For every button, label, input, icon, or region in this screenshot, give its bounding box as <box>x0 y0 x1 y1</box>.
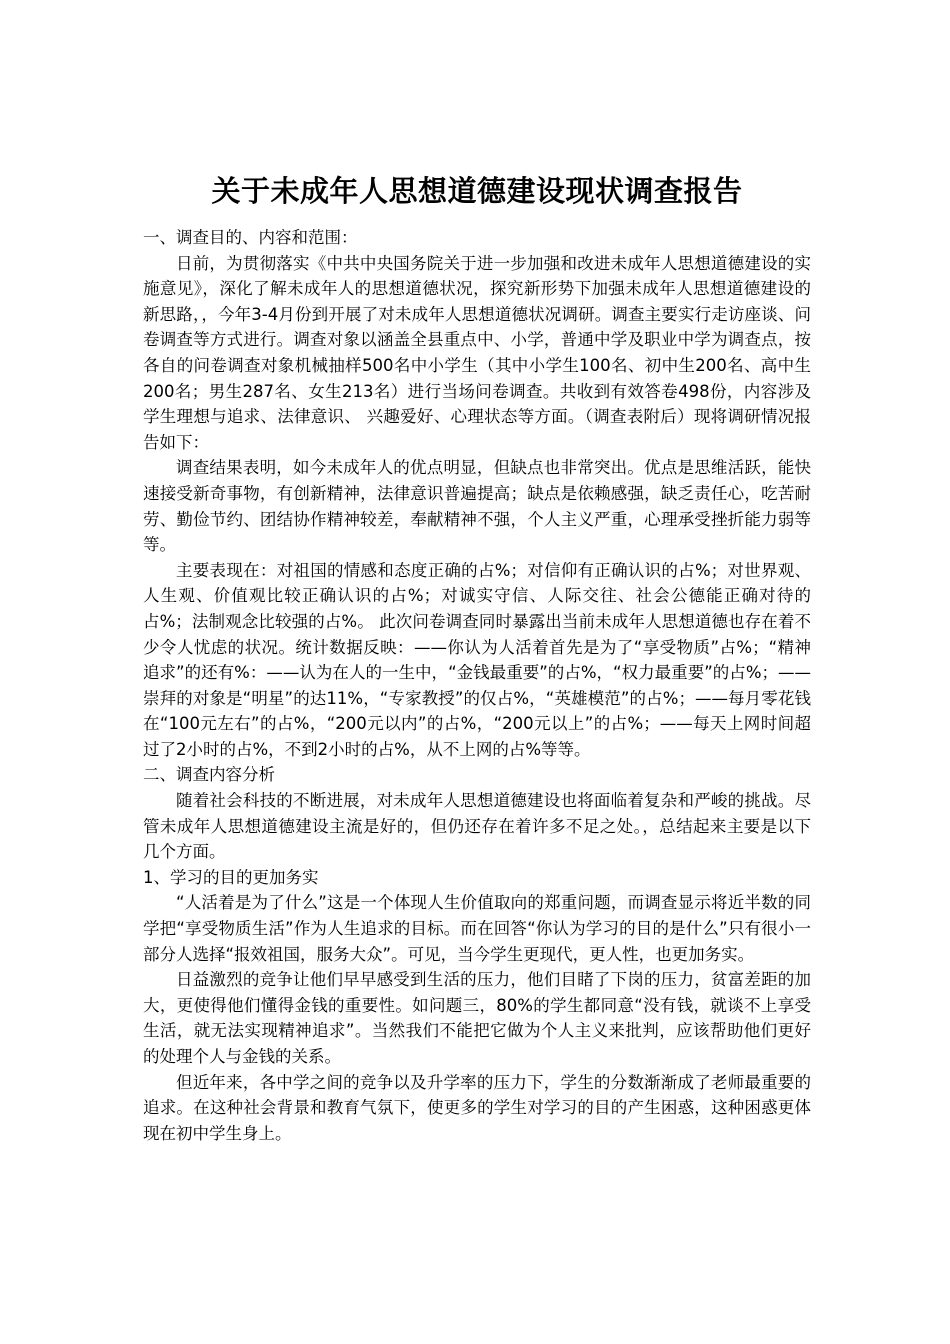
paragraph: 调查结果表明，如今未成年人的优点明显，但缺点也非常突出。优点是思维活跃，能快速接受新奇事物，有创新精神，法律意识普遍提高；缺点是依赖感强，缺乏责任心，吃苦耐劳、勤俭节约、团结协作精神较差，奉献精神不强，个人主义严重，心理承受挫折能力弱等等。 <box>143 458 811 555</box>
section-heading-1: 一、调查目的、内容和范围： <box>143 228 358 247</box>
paragraph: “人活着是为了什么”这是一个体现人生价值取向的郑重问题，而调查显示将近半数的同学把“享受物质生活”作为人生追求的目标。而在回答“你认为学习的目的是什么”只有很小一部分人选择“报效祖国，服务大众”。可见，当今学生更现代，更人性，也更加务实。 <box>143 893 811 964</box>
document-title: 关于未成年人思想道德建设现状调查报告 <box>211 174 743 209</box>
paragraph: 日益激烈的竞争让他们早早感受到生活的压力，他们目睹了下岗的压力，贫富差距的加大，更使得他们懂得金钱的重要性。如问题三，80%的学生都同意“没有钱，就谈不上享受生活，就无法实现精神追求”。当然我们不能把它做为个人主义来批判，应该帮助他们更好的处理个人与金钱的关系。 <box>143 970 811 1066</box>
paragraph: 但近年来，各中学之间的竞争以及升学率的压力下，学生的分数渐渐成了老师最重要的追求。在这种社会背景和教育气氛下，使更多的学生对学习的目的产生困惑，这种困惑更体现在初中学生身上。 <box>143 1072 811 1143</box>
section-heading-2: 二、调查内容分析 <box>143 765 275 785</box>
paragraph: 日前，为贯彻落实《中共中央国务院关于进一步加强和改进未成年人思想道德建设的实施意见》，深化了解未成年人的思想道德状况，探究新形势下加强未成年人思想道德建设的新思路，，今年3-4月份到开展了对未成年人思想道德状况调研。调查主要实行走访座谈、问卷调查等方式进行。调查对象以涵盖全县重点中、小学，普通中学及职业中学为调查点，按各自的问卷调查对象机械抽样500名中小学生（其中小学生100名、初中生200名、高中生200名；男生287名、女生213名）进行当场问卷调查。共收到有效答卷498份，内容涉及学生理想与追求、法律意识、 兴趣爱好、心理状态等方面。（调查表附后）现将调研情况报告如下： <box>143 253 811 452</box>
subsection-heading-1: 1、学习的目的更加务实 <box>143 867 319 887</box>
paragraph: 主要表现在：对祖国的情感和态度正确的占%；对信仰有正确认识的占%；对世界观、人生观、价值观比较正确认识的占%；对诚实守信、人际交往、社会公德能正确对待的占%；法制观念比较强的占%。 此次问卷调查同时暴露出当前未成年人思想道德也存在着不少令人忧虑的状况。统计数据反映：——你认为人活着首先是为了“享受物质”占%；“精神追求”的还有%：——认为在人的一生中，“金钱最重要”的占%，“权力最重要”的占%；——崇拜的对象是“明星”的达11%，“专家教授”的仅占%，“英雄模范”的占%；——每月零花钱在“100元左右”的占%，“200元以内”的占%，“200元以上”的占%；——每天上网时间超过了2小时的占%，不到2小时的占%，从不上网的占%等等。 <box>143 560 811 759</box>
document-body <box>143 225 811 1146</box>
paragraph: 随着社会科技的不断进展，对未成年人思想道德建设也将面临着复杂和严峻的挑战。尽管未成年人思想道德建设主流是好的，但仍还存在着许多不足之处。，总结起来主要是以下几个方面。 <box>143 791 811 862</box>
